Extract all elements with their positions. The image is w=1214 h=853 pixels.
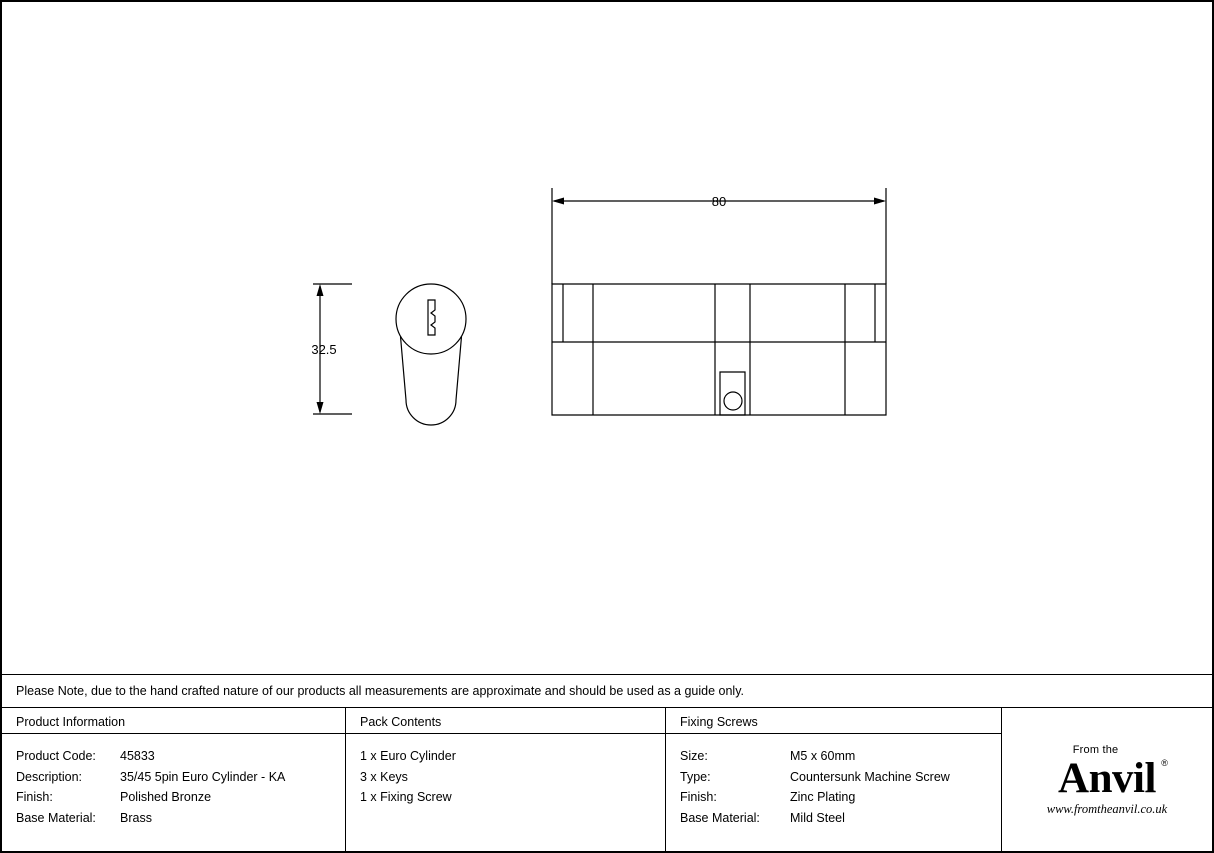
brand-logo-column xyxy=(1002,708,1212,853)
product-information-column xyxy=(2,708,346,853)
finish-label: Finish: xyxy=(16,790,53,805)
logo-anvil-wordmark xyxy=(1058,755,1168,803)
table-row xyxy=(680,767,1001,788)
list-item: 3 x Keys xyxy=(360,769,408,784)
list-item: 1 x Euro Cylinder xyxy=(360,749,456,763)
pack-contents-body xyxy=(346,734,665,808)
width-dimension-label: 80 xyxy=(711,194,727,209)
screw-finish-value: Zinc Plating xyxy=(790,790,856,805)
fixing-screws-column xyxy=(666,708,1002,853)
table-row xyxy=(16,787,345,808)
table-row xyxy=(680,746,1001,767)
screw-size-value: M5 x 60mm xyxy=(790,749,856,763)
brand-logo xyxy=(1002,708,1212,853)
logo-anvil-text: Anvil xyxy=(1058,755,1156,803)
finish-value: Polished Bronze xyxy=(120,790,212,805)
pack-contents-heading: Pack Contents xyxy=(346,708,665,734)
table-row xyxy=(16,767,345,788)
product-information-heading: Product Information xyxy=(2,708,345,734)
screw-type-label: Type: xyxy=(680,769,711,784)
screw-size-label: Size: xyxy=(680,749,708,763)
height-dimension-label: 32.5 xyxy=(311,342,337,357)
base-material-value: Brass xyxy=(120,811,152,826)
product-drawing xyxy=(2,2,1212,674)
product-code-value: 45833 xyxy=(120,749,155,763)
description-value: 35/45 5pin Euro Cylinder - KA xyxy=(120,769,286,784)
euro-cylinder-side-view xyxy=(552,284,886,415)
fixing-screws-heading: Fixing Screws xyxy=(666,708,1001,734)
base-material-label: Base Material: xyxy=(16,811,96,826)
registered-trademark-icon: ® xyxy=(1161,758,1168,769)
pack-contents-column xyxy=(346,708,666,853)
euro-profile-end-view xyxy=(396,284,466,425)
table-row xyxy=(680,808,1001,829)
product-information-body xyxy=(2,734,345,829)
table-row xyxy=(16,746,345,767)
specification-table xyxy=(2,708,1212,853)
logo-from-the-text: From the xyxy=(1072,744,1119,757)
description-label: Description: xyxy=(16,769,82,784)
list-item: 1 x Fixing Screw xyxy=(360,790,452,805)
product-code-label: Product Code: xyxy=(16,749,96,763)
screw-type-value: Countersunk Machine Screw xyxy=(790,769,950,784)
screw-finish-label: Finish: xyxy=(680,790,717,805)
logo-url-text: www.fromtheanvil.co.uk xyxy=(1046,802,1168,817)
measurement-note-text: Please Note, due to the hand crafted nature of our products all measurements are approximate and should be used as a guide only. xyxy=(16,684,745,698)
screw-base-material-value: Mild Steel xyxy=(790,811,845,826)
screw-base-material-label: Base Material: xyxy=(680,811,760,826)
fixing-screws-body xyxy=(666,734,1001,829)
table-row xyxy=(16,808,345,829)
table-row xyxy=(680,787,1001,808)
measurement-note-bar xyxy=(2,674,1212,708)
